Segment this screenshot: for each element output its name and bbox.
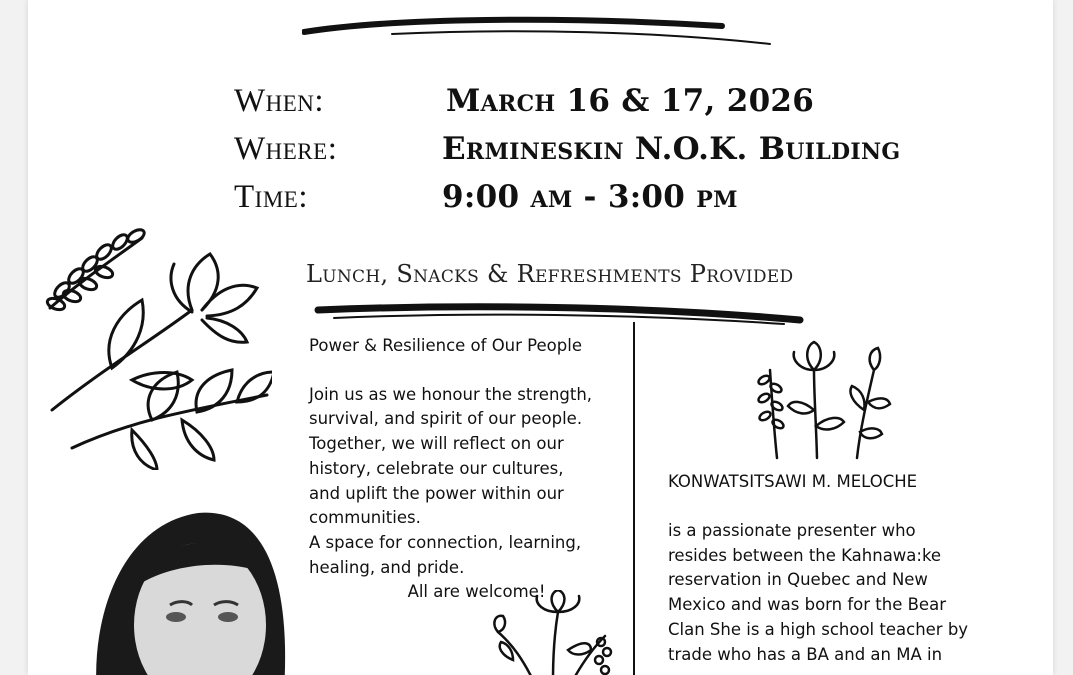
event-description (309, 334, 614, 605)
bio-line: trade who has a BA and an MA in (668, 644, 943, 664)
description-line: communities. (309, 508, 421, 528)
bio-line: reservation in Quebec and New (668, 570, 928, 590)
when-value: March 16 & 17, 2026 (446, 83, 815, 119)
time-label: Time: (234, 179, 308, 215)
banner-brush-swash-icon (314, 298, 804, 330)
when-label: When: (234, 83, 325, 119)
bio-line: Mexico and was born for the Bear (668, 595, 946, 615)
floral-branch-icon (42, 220, 272, 470)
description-line: Together, we will reflect on our (309, 434, 564, 454)
description-line: healing, and pride. (309, 557, 465, 577)
description-heading: Power & Resilience of Our People (309, 336, 582, 355)
bio-line: Clan She is a high school teacher by (668, 619, 969, 639)
column-divider (633, 322, 635, 675)
floral-sprig-icon (752, 340, 892, 462)
poster-page (28, 0, 1053, 675)
bio-line: is a passionate presenter who (668, 521, 916, 540)
floral-sprig-icon (473, 590, 613, 675)
presenter-bio (668, 519, 988, 667)
presenter-photo (88, 505, 288, 675)
bio-line: resides between the Kahnawa:ke (668, 545, 942, 565)
lunch-banner: Lunch, Snacks & Refreshments Provided (306, 260, 794, 288)
presenter-name: KONWATSITSAWI M. MELOCHE (668, 472, 918, 491)
where-label: Where: (234, 131, 338, 167)
welcome-text: All are welcome! (407, 582, 546, 602)
description-line: history, celebrate our cultures, (309, 458, 564, 478)
top-brush-swash-icon (302, 10, 772, 52)
description-line: A space for connection, learning, (309, 532, 582, 552)
description-line: Join us as we honour the strength, (309, 384, 593, 404)
description-line: survival, and spirit of our people. (309, 409, 583, 429)
description-line: and uplift the power within our (309, 483, 564, 503)
time-value: 9:00 am - 3:00 pm (442, 179, 738, 215)
where-value: Ermineskin N.O.K. Building (442, 131, 901, 167)
